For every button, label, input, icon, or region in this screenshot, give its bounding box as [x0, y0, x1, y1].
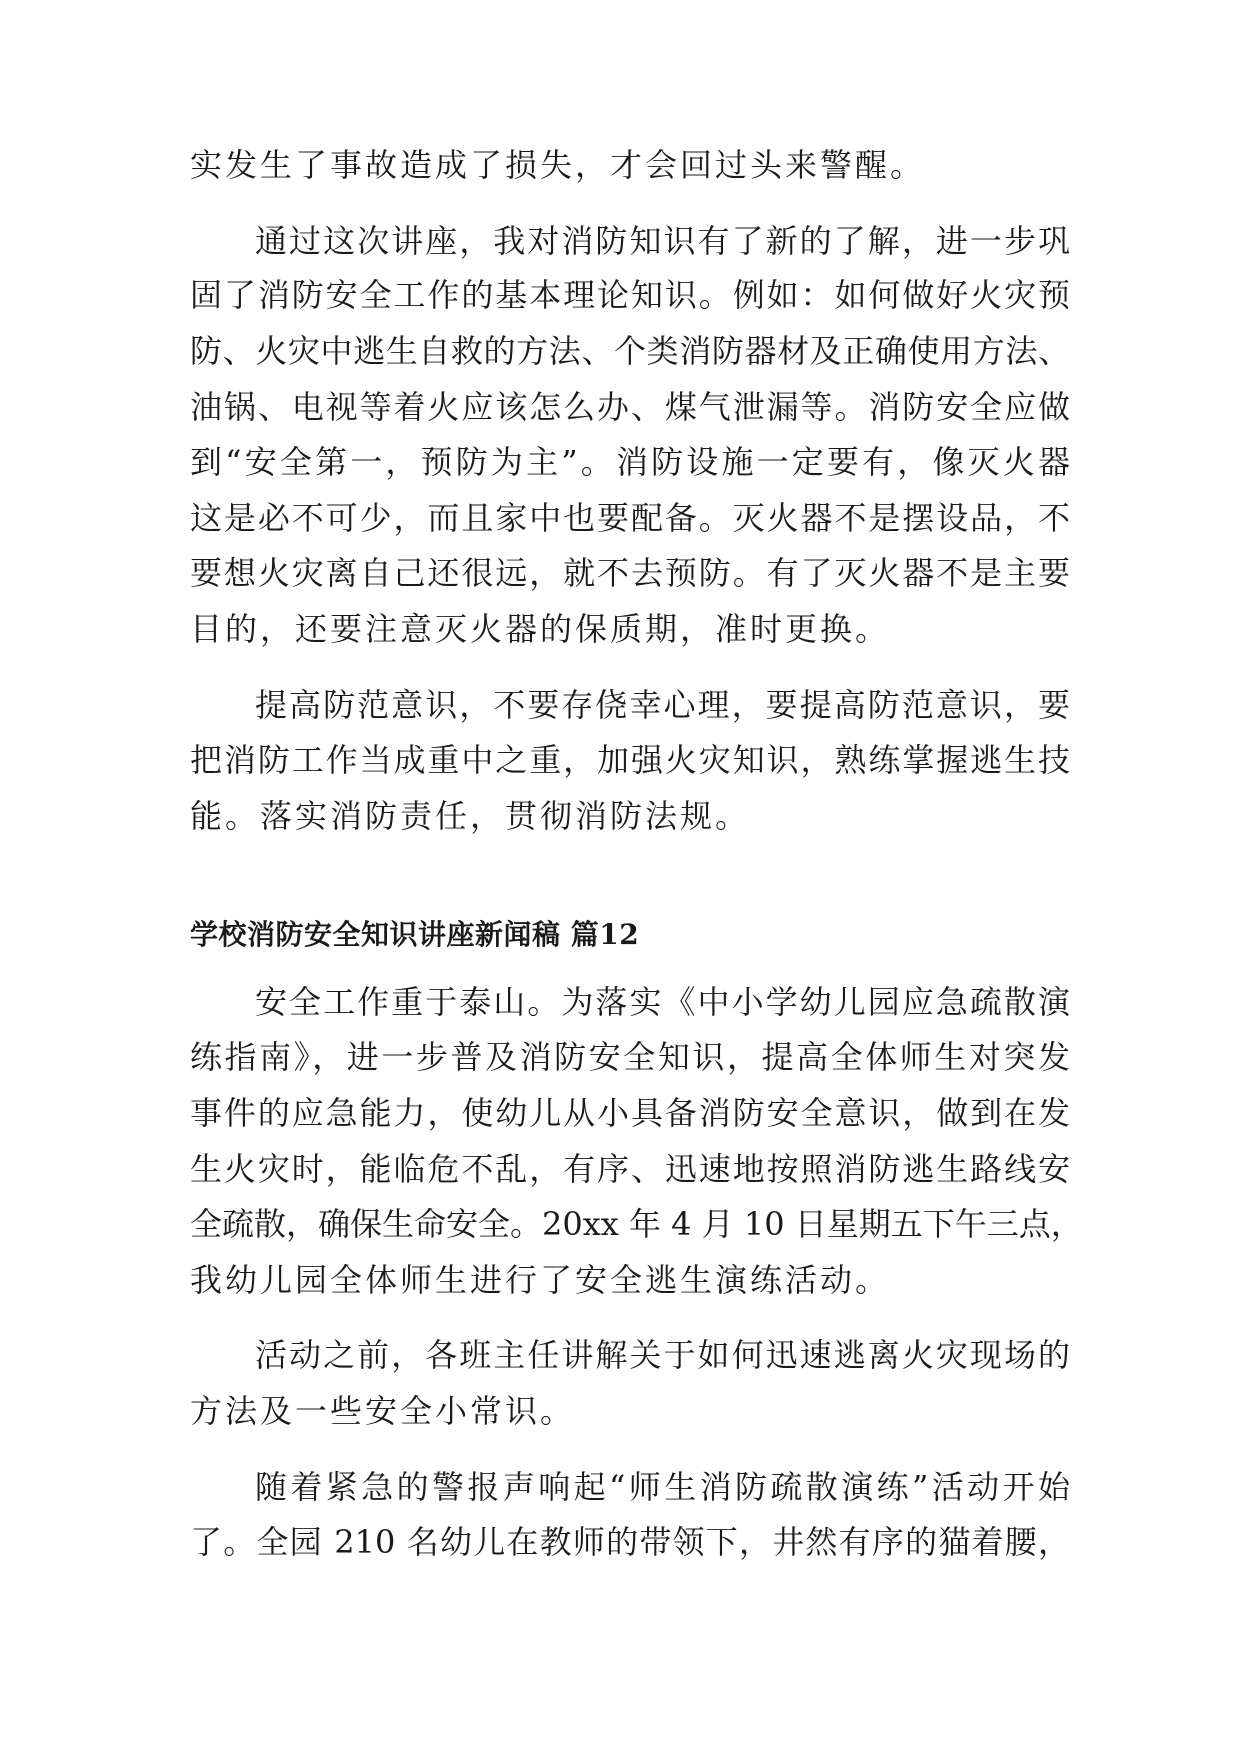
paragraph-first-line: 安全工作重于泰山。为落实《中小学幼儿园应急疏散演: [255, 983, 1070, 1021]
text-line: 了。全园 210 名幼儿在教师的带领下，井然有序的猫着腰，: [190, 1523, 1070, 1561]
paragraph-first-line: 活动之前，各班主任讲解关于如何迅速逃离火灾现场的: [255, 1336, 1070, 1374]
text-line: 固了消防安全工作的基本理论知识。例如：如何做好火灾预: [190, 276, 1070, 314]
text-line: 能。落实消防责任，贯彻消防法规。: [190, 797, 751, 835]
text-line: 全疏散，确保生命安全。20xx 年 4 月 10 日星期五下午三点，: [190, 1205, 1083, 1243]
text-line: 油锅、电视等着火应该怎么办、煤气泄漏等。消防安全应做: [190, 388, 1070, 426]
text-line: 练指南》，进一步普及消防安全知识，提高全体师生对突发: [190, 1038, 1070, 1076]
paragraph-first-line: 随着紧急的警报声响起“师生消防疏散演练”活动开始: [255, 1468, 1070, 1506]
text-line: 方法及一些安全小常识。: [190, 1392, 576, 1430]
text-line: 这是必不可少，而且家中也要配备。灭火器不是摆设品，不: [190, 499, 1070, 537]
text-line: 防、火灾中逃生自救的方法、个类消防器材及正确使用方法、: [190, 332, 1070, 370]
text-line: 要想火灾离自己还很远，就不去预防。有了灭火器不是主要: [190, 554, 1070, 592]
text-line: 实发生了事故造成了损失，才会回过头来警醒。: [190, 146, 926, 184]
text-line: 到“安全第一，预防为主”。消防设施一定要有，像灭火器: [190, 443, 1070, 481]
text-line: 目的，还要注意灭火器的保质期，准时更换。: [190, 610, 891, 648]
text-line: 把消防工作当成重中之重，加强火灾知识，熟练掌握逃生技: [190, 741, 1070, 779]
text-line: 生火灾时，能临危不乱，有序、迅速地按照消防逃生路线安: [190, 1150, 1070, 1188]
paragraph-first-line: 通过这次讲座，我对消防知识有了新的了解，进一步巩: [255, 222, 1070, 260]
paragraph-first-line: 提高防范意识，不要存侥幸心理，要提高防范意识，要: [255, 686, 1070, 724]
section-heading: 学校消防安全知识讲座新闻稿 篇12: [190, 918, 640, 951]
text-line: 事件的应急能力，使幼儿从小具备消防安全意识，做到在发: [190, 1094, 1070, 1132]
text-line: 我幼儿园全体师生进行了安全逃生演练活动。: [190, 1261, 891, 1299]
